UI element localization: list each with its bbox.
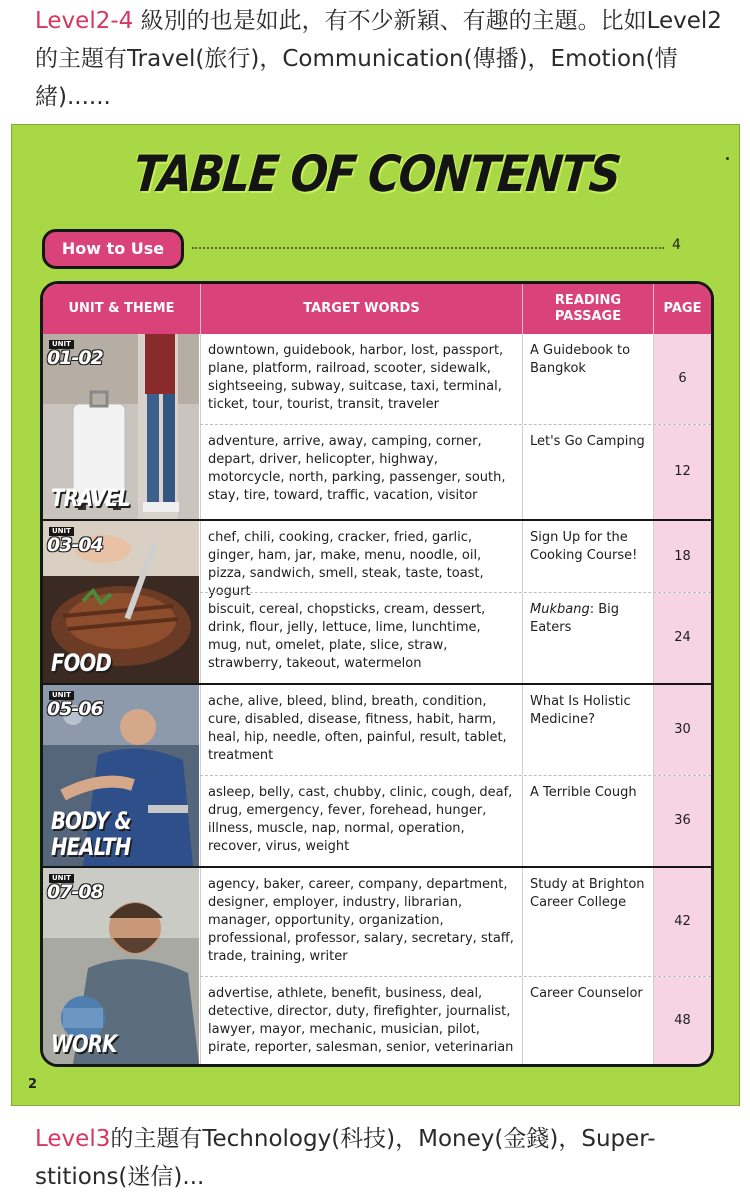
target-words-row: biscuit, cereal, chopsticks, cream, dessert, drink, flour, jelly, lettuce, lime, lunchtime, mug, nut, omelet, plate, slice, straw, strawberry, takeout, watermelon xyxy=(200,593,522,683)
outro-text: 的主題有Technology(科技)，Money(金錢)，Super-stitions(迷信)... xyxy=(35,1126,656,1190)
outro-paragraph xyxy=(35,1120,735,1196)
target-words-row: downtown, guidebook, harbor, lost, passport, plane, platform, railroad, scooter, sidewalk, sightseeing, subway, suitcase, taxi, terminal, ticket, tour, tourist, transit, traveler xyxy=(200,334,522,424)
reading-passage-row: What Is Holistic Medicine? xyxy=(522,685,653,775)
unit-tag: UNIT xyxy=(49,874,74,883)
reading-passage-row: Sign Up for the Cooking Course! xyxy=(522,521,653,592)
page-number-cell: 6 xyxy=(653,334,711,424)
theme-image-food xyxy=(43,521,199,683)
page-number-cell: 36 xyxy=(653,776,711,866)
unit-tag: UNIT xyxy=(49,340,74,349)
how-to-use-page: 4 xyxy=(672,237,681,253)
page-number-cell: 42 xyxy=(653,868,711,976)
unit-numbers: 07-08 xyxy=(47,881,103,903)
theme-image-body-health xyxy=(43,685,199,866)
target-words-row: ache, alive, bleed, blind, breath, condition, cure, disabled, disease, fitness, habit, harm, heal, hip, needle, often, painful, result, tablet, treatment xyxy=(200,685,522,775)
intro-highlight: Level2-4 xyxy=(35,8,134,34)
page-number-cell: 18 xyxy=(653,521,711,592)
reading-passage-row xyxy=(522,593,653,683)
unit-badge xyxy=(47,874,107,908)
unit-badge xyxy=(47,340,107,374)
target-words-row: chef, chili, cooking, cracker, fried, garlic, ginger, ham, jar, make, menu, noodle, oil, pizza, sandwich, smell, steak, taste, toast, yogurt xyxy=(200,521,522,592)
theme-health-line2: HEALTH xyxy=(51,833,131,861)
theme-travel: TRAVEL xyxy=(51,484,130,512)
unit-numbers: 05-06 xyxy=(47,698,103,720)
theme-food: FOOD xyxy=(51,649,111,677)
unit-badge xyxy=(47,691,107,725)
unit-numbers: 03-04 xyxy=(47,534,103,556)
unit-numbers: 01-02 xyxy=(47,347,103,369)
reading-passage-row: A Guidebook to Bangkok xyxy=(522,334,653,424)
header-reading-passage: READING PASSAGE xyxy=(522,284,653,334)
page-number-cell: 48 xyxy=(653,977,711,1064)
unit-tag: UNIT xyxy=(49,527,74,536)
decor-dot xyxy=(726,157,729,160)
theme-work: WORK xyxy=(51,1030,117,1058)
target-words-row: adventure, arrive, away, camping, corner, depart, driver, helicopter, highway, motorcycle, north, parking, passenger, south, stay, tire, toward, traffic, vacation, visitor xyxy=(200,425,522,519)
toc-page-photo xyxy=(11,124,740,1106)
header-page: PAGE xyxy=(653,284,711,334)
reading-rest: : Big Eaters xyxy=(530,602,619,635)
outro-highlight: Level3 xyxy=(35,1126,111,1152)
contents-table xyxy=(40,281,714,1067)
header-unit-theme: UNIT & THEME xyxy=(43,284,200,334)
unit-badge xyxy=(47,527,107,561)
theme-body-line1: BODY & xyxy=(51,807,131,835)
reading-passage-row: A Terrible Cough xyxy=(522,776,653,866)
target-words-row: advertise, athlete, benefit, business, deal, detective, director, duty, firefighter, journalist, lawyer, mayor, mechanic, musician, pilot, pirate, reporter, salesman, senior, veterinarian xyxy=(200,977,522,1064)
target-words-row: agency, baker, career, company, department, designer, employer, industry, librarian, manager, opportunity, organization, professional, professor, salary, secretary, staff, trade, training, writer xyxy=(200,868,522,976)
page-number-cell: 30 xyxy=(653,685,711,775)
how-to-use-label: How to Use xyxy=(42,229,184,269)
target-words-row: asleep, belly, cast, chubby, clinic, cough, deaf, drug, emergency, fever, forehead, hunger, illness, muscle, nap, normal, operation, recover, virus, weight xyxy=(200,776,522,866)
reading-passage-row: Let's Go Camping xyxy=(522,425,653,519)
toc-title: TABLE OF CONTENTS xyxy=(131,145,622,203)
header-target-words: TARGET WORDS xyxy=(200,284,522,334)
reading-passage-row: Study at Brighton Career College xyxy=(522,868,653,976)
reading-passage-row: Career Counselor xyxy=(522,977,653,1064)
intro-text: 級別的也是如此，有不少新穎、有趣的主題。比如Level2的主題有Travel(旅行)，Communication(傳播)，Emotion(情緒)...... xyxy=(35,8,722,110)
reading-italic: Mukbang xyxy=(530,602,590,617)
page-number-cell: 24 xyxy=(653,593,711,683)
intro-paragraph xyxy=(35,2,735,116)
page-number: 2 xyxy=(28,1077,38,1092)
page-number-cell: 12 xyxy=(653,425,711,519)
theme-image-travel xyxy=(43,334,199,519)
theme-image-work xyxy=(43,868,199,1064)
unit-tag: UNIT xyxy=(49,691,74,700)
dot-leader xyxy=(192,247,664,249)
